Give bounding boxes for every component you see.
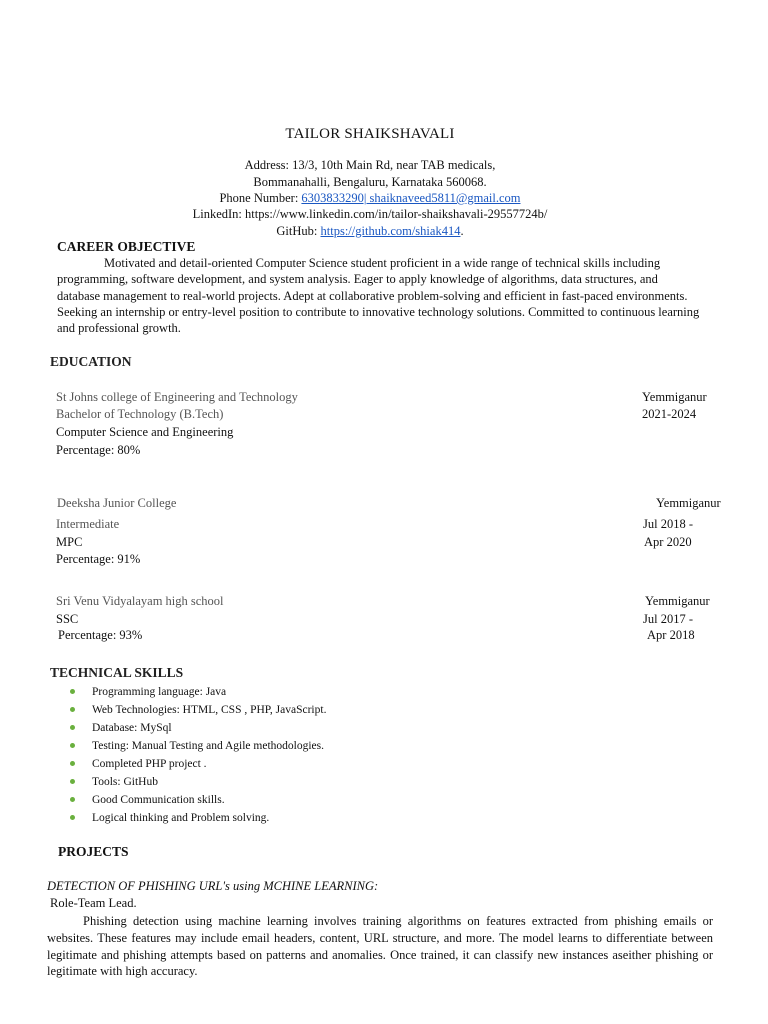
project-description: Phishing detection using machine learning involves training algorithms on features extracted from phishing emails or websites. These features may include email headers, content, URL structure, and more. The model learns to differentiate between legitimate and phishing attempts based on patterns and anomalies. Once trained, it can classify new instances aseither phishing or legitimate with high accuracy. bbox=[47, 914, 713, 979]
edu-2-dates-start: Jul 2018 - bbox=[643, 517, 693, 531]
skill-text: Programming language: Java bbox=[92, 686, 227, 698]
edu-2-percentage: Percentage: 91% bbox=[56, 552, 141, 566]
edu-2-degree: Intermediate bbox=[56, 517, 120, 531]
edu-2-dates-end: Apr 2020 bbox=[644, 535, 692, 549]
phone-line bbox=[0, 190, 740, 206]
edu-1-location: Yemmiganur bbox=[642, 390, 707, 404]
skill-item bbox=[62, 719, 326, 737]
phone-email-link[interactable]: 6303833290| shaiknaveed5811@gmail.com bbox=[301, 191, 521, 205]
project-title: DETECTION OF PHISHING URL's using MCHINE LEARNING: bbox=[47, 879, 379, 893]
skill-item bbox=[62, 701, 326, 719]
bullet-icon bbox=[70, 689, 75, 694]
edu-3-percentage: Percentage: 93% bbox=[58, 628, 143, 642]
skill-item bbox=[62, 791, 326, 809]
skill-item bbox=[62, 809, 326, 827]
edu-1-dates: 2021-2024 bbox=[642, 407, 697, 421]
bullet-icon bbox=[70, 761, 75, 766]
github-line bbox=[0, 223, 740, 239]
edu-3-institution: Sri Venu Vidyalayam high school bbox=[56, 594, 224, 608]
edu-3-degree: SSC bbox=[56, 612, 79, 626]
address-line-1: Address: 13/3, 10th Main Rd, near TAB medicals, bbox=[244, 158, 496, 172]
edu-1-field: Computer Science and Engineering bbox=[56, 425, 234, 439]
education-heading: EDUCATION bbox=[50, 354, 132, 369]
career-objective-text: Motivated and detail-oriented Computer Science student proficient in a wide range of technical skills including programming, software development, and system analysis. Eager to apply knowledge of algorithms, data structures, and database management to real-world projects. Adept at collaborative problem-solving and efficient in fast-paced environments. Seeking an internship or entry-level position to contribute to innovative technology solutions. Committed to continuous learning and professional growth. bbox=[57, 256, 700, 336]
skill-text: Completed PHP project . bbox=[92, 758, 207, 770]
skill-item bbox=[62, 773, 326, 791]
project-role: Role-Team Lead. bbox=[50, 896, 137, 910]
skill-text: Web Technologies: HTML, CSS , PHP, JavaScript. bbox=[92, 704, 327, 716]
edu-3-dates-end: Apr 2018 bbox=[647, 628, 695, 642]
projects-heading: PROJECTS bbox=[58, 844, 129, 859]
bullet-icon bbox=[70, 779, 75, 784]
skill-item bbox=[62, 737, 326, 755]
linkedin-line: LinkedIn: https://www.linkedin.com/in/tailor-shaikshavali-29557724b/ bbox=[192, 207, 548, 221]
edu-1-percentage: Percentage: 80% bbox=[56, 443, 141, 457]
bullet-icon bbox=[70, 815, 75, 820]
github-suffix: . bbox=[460, 224, 464, 238]
skill-text: Database: MySql bbox=[92, 722, 172, 734]
github-label: GitHub: bbox=[276, 224, 321, 238]
skills-list bbox=[62, 683, 326, 827]
skill-text: Good Communication skills. bbox=[92, 794, 225, 806]
technical-skills-heading: TECHNICAL SKILLS bbox=[50, 665, 184, 680]
edu-2-institution: Deeksha Junior College bbox=[57, 496, 177, 510]
bullet-icon bbox=[70, 797, 75, 802]
edu-2-location: Yemmiganur bbox=[656, 496, 721, 510]
edu-1-institution: St Johns college of Engineering and Technology bbox=[56, 390, 298, 404]
skill-text: Logical thinking and Problem solving. bbox=[92, 812, 270, 824]
bullet-icon bbox=[70, 725, 75, 730]
edu-3-dates-start: Jul 2017 - bbox=[643, 612, 693, 626]
edu-1-degree: Bachelor of Technology (B.Tech) bbox=[56, 407, 224, 421]
phone-label: Phone Number: bbox=[219, 191, 302, 205]
candidate-name: TAILOR SHAIKSHAVALI bbox=[285, 126, 455, 142]
bullet-icon bbox=[70, 707, 75, 712]
address-line-2: Bommanahalli, Bengaluru, Karnataka 560068. bbox=[253, 175, 487, 189]
github-link[interactable]: https://github.com/shiak414 bbox=[320, 224, 461, 238]
skill-text: Testing: Manual Testing and Agile methodologies. bbox=[92, 740, 324, 752]
skill-text: Tools: GitHub bbox=[92, 776, 158, 788]
edu-2-field: MPC bbox=[56, 535, 83, 549]
skill-item bbox=[62, 755, 326, 773]
bullet-icon bbox=[70, 743, 75, 748]
career-objective-heading: CAREER OBJECTIVE bbox=[57, 239, 196, 254]
skill-item bbox=[62, 683, 326, 701]
edu-3-location: Yemmiganur bbox=[645, 594, 710, 608]
